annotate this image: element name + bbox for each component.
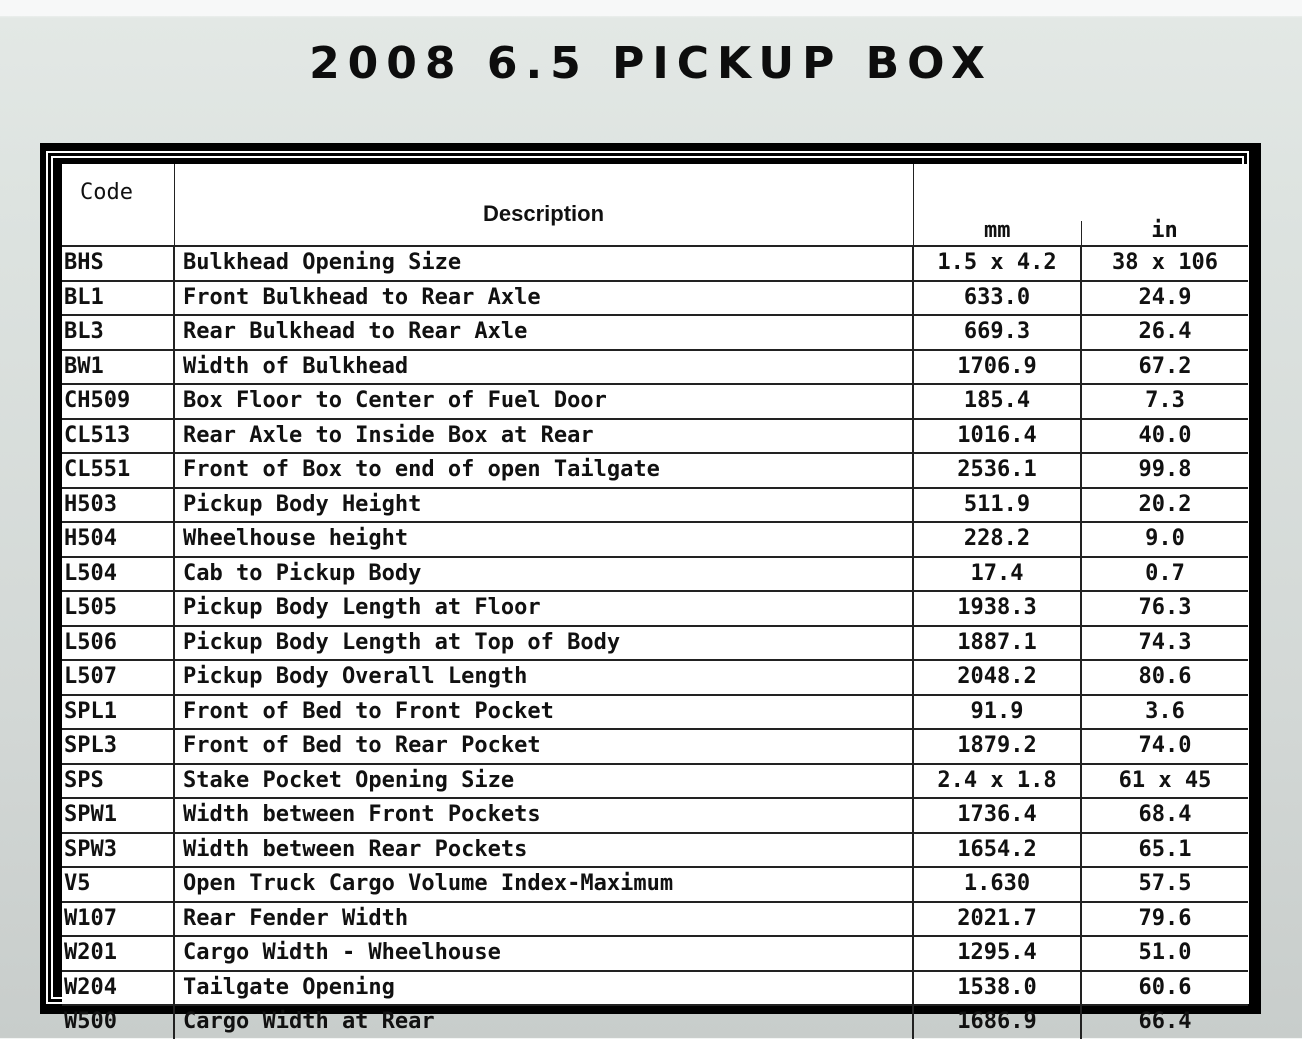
row-code: L505 <box>62 591 174 626</box>
row-description: Front of Bed to Rear Pocket <box>174 729 913 764</box>
row-code: SPL1 <box>62 695 174 730</box>
row-description: Cargo Width - Wheelhouse <box>174 936 913 971</box>
table-row <box>62 419 1248 454</box>
row-in: 74.3 <box>1081 626 1248 661</box>
row-code: W201 <box>62 936 174 971</box>
table-row <box>62 833 1248 868</box>
row-mm: 2048.2 <box>913 660 1081 695</box>
row-in: 76.3 <box>1081 591 1248 626</box>
row-mm: 1.630 <box>913 867 1081 902</box>
row-in: 0.7 <box>1081 557 1248 592</box>
row-mm: 1.5 x 4.2 <box>913 246 1081 281</box>
header-in: in <box>1081 164 1248 246</box>
row-description: Front of Bed to Front Pocket <box>174 695 913 730</box>
row-in: 65.1 <box>1081 833 1248 868</box>
row-mm: 669.3 <box>913 315 1081 350</box>
table-row <box>62 798 1248 833</box>
row-mm: 511.9 <box>913 488 1081 523</box>
row-code: H503 <box>62 488 174 523</box>
row-mm: 2.4 x 1.8 <box>913 764 1081 799</box>
table-row <box>62 626 1248 661</box>
row-code: CL551 <box>62 453 174 488</box>
row-mm: 1538.0 <box>913 971 1081 1006</box>
header-code: Code <box>62 164 174 246</box>
row-mm: 185.4 <box>913 384 1081 419</box>
dimensions-table <box>62 164 1248 1039</box>
table-row <box>62 936 1248 971</box>
row-mm: 1736.4 <box>913 798 1081 833</box>
table-row <box>62 350 1248 385</box>
row-mm: 1686.9 <box>913 1005 1081 1039</box>
row-code: CH509 <box>62 384 174 419</box>
row-description: Width between Rear Pockets <box>174 833 913 868</box>
row-description: Rear Axle to Inside Box at Rear <box>174 419 913 454</box>
dimensions-table-container <box>62 164 1248 1035</box>
table-row <box>62 281 1248 316</box>
row-mm: 2536.1 <box>913 453 1081 488</box>
row-description: Open Truck Cargo Volume Index-Maximum <box>174 867 913 902</box>
row-mm: 91.9 <box>913 695 1081 730</box>
row-code: W107 <box>62 902 174 937</box>
top-strip <box>0 0 1302 16</box>
row-description: Cargo Width at Rear <box>174 1005 913 1039</box>
row-code: H504 <box>62 522 174 557</box>
row-in: 79.6 <box>1081 902 1248 937</box>
table-row <box>62 557 1248 592</box>
table-row <box>62 729 1248 764</box>
row-description: Rear Fender Width <box>174 902 913 937</box>
header-mm: mm <box>984 218 1011 243</box>
row-mm: 1887.1 <box>913 626 1081 661</box>
row-description: Rear Bulkhead to Rear Axle <box>174 315 913 350</box>
row-code: W204 <box>62 971 174 1006</box>
row-in: 60.6 <box>1081 971 1248 1006</box>
row-in: 57.5 <box>1081 867 1248 902</box>
table-row <box>62 315 1248 350</box>
table-row <box>62 522 1248 557</box>
row-in: 7.3 <box>1081 384 1248 419</box>
row-description: Front of Box to end of open Tailgate <box>174 453 913 488</box>
row-in: 74.0 <box>1081 729 1248 764</box>
row-description: Tailgate Opening <box>174 971 913 1006</box>
header-description: Description <box>174 164 913 246</box>
table-row <box>62 971 1248 1006</box>
row-code: CL513 <box>62 419 174 454</box>
row-in: 80.6 <box>1081 660 1248 695</box>
row-mm: 1295.4 <box>913 936 1081 971</box>
row-in: 20.2 <box>1081 488 1248 523</box>
table-row <box>62 660 1248 695</box>
table-row <box>62 1005 1248 1039</box>
table-body <box>62 246 1248 1039</box>
row-description: Box Floor to Center of Fuel Door <box>174 384 913 419</box>
row-description: Wheelhouse height <box>174 522 913 557</box>
row-code: SPW3 <box>62 833 174 868</box>
row-description: Width of Bulkhead <box>174 350 913 385</box>
row-mm: 633.0 <box>913 281 1081 316</box>
row-code: BW1 <box>62 350 174 385</box>
table-row <box>62 867 1248 902</box>
row-description: Cab to Pickup Body <box>174 557 913 592</box>
table-row <box>62 453 1248 488</box>
row-mm: 2021.7 <box>913 902 1081 937</box>
table-row <box>62 488 1248 523</box>
row-code: SPW1 <box>62 798 174 833</box>
row-mm: 1654.2 <box>913 833 1081 868</box>
row-description: Stake Pocket Opening Size <box>174 764 913 799</box>
row-in: 38 x 106 <box>1081 246 1248 281</box>
row-description: Bulkhead Opening Size <box>174 246 913 281</box>
row-code: BL3 <box>62 315 174 350</box>
table-row <box>62 591 1248 626</box>
header-row <box>62 164 1248 246</box>
row-description: Pickup Body Overall Length <box>174 660 913 695</box>
row-code: BHS <box>62 246 174 281</box>
row-in: 67.2 <box>1081 350 1248 385</box>
row-in: 26.4 <box>1081 315 1248 350</box>
row-mm: 1879.2 <box>913 729 1081 764</box>
row-code: SPL3 <box>62 729 174 764</box>
row-mm: 1706.9 <box>913 350 1081 385</box>
row-code: L507 <box>62 660 174 695</box>
row-in: 99.8 <box>1081 453 1248 488</box>
row-in: 9.0 <box>1081 522 1248 557</box>
row-in: 24.9 <box>1081 281 1248 316</box>
row-mm: 17.4 <box>913 557 1081 592</box>
table-row <box>62 695 1248 730</box>
row-description: Pickup Body Length at Top of Body <box>174 626 913 661</box>
row-in: 51.0 <box>1081 936 1248 971</box>
row-description: Front Bulkhead to Rear Axle <box>174 281 913 316</box>
table-row <box>62 384 1248 419</box>
row-code: L504 <box>62 557 174 592</box>
row-mm: 1016.4 <box>913 419 1081 454</box>
row-mm: 1938.3 <box>913 591 1081 626</box>
row-code: W500 <box>62 1005 174 1039</box>
row-code: BL1 <box>62 281 174 316</box>
row-description: Width between Front Pockets <box>174 798 913 833</box>
row-description: Pickup Body Length at Floor <box>174 591 913 626</box>
row-description: Pickup Body Height <box>174 488 913 523</box>
page-title: 2008 6.5 PICKUP BOX <box>309 38 993 89</box>
row-code: L506 <box>62 626 174 661</box>
row-code: SPS <box>62 764 174 799</box>
row-in: 40.0 <box>1081 419 1248 454</box>
row-mm: 228.2 <box>913 522 1081 557</box>
table-row <box>62 902 1248 937</box>
row-in: 68.4 <box>1081 798 1248 833</box>
row-in: 66.4 <box>1081 1005 1248 1039</box>
row-in: 3.6 <box>1081 695 1248 730</box>
row-in: 61 x 45 <box>1081 764 1248 799</box>
table-row <box>62 764 1248 799</box>
row-code: V5 <box>62 867 174 902</box>
table-row <box>62 246 1248 281</box>
